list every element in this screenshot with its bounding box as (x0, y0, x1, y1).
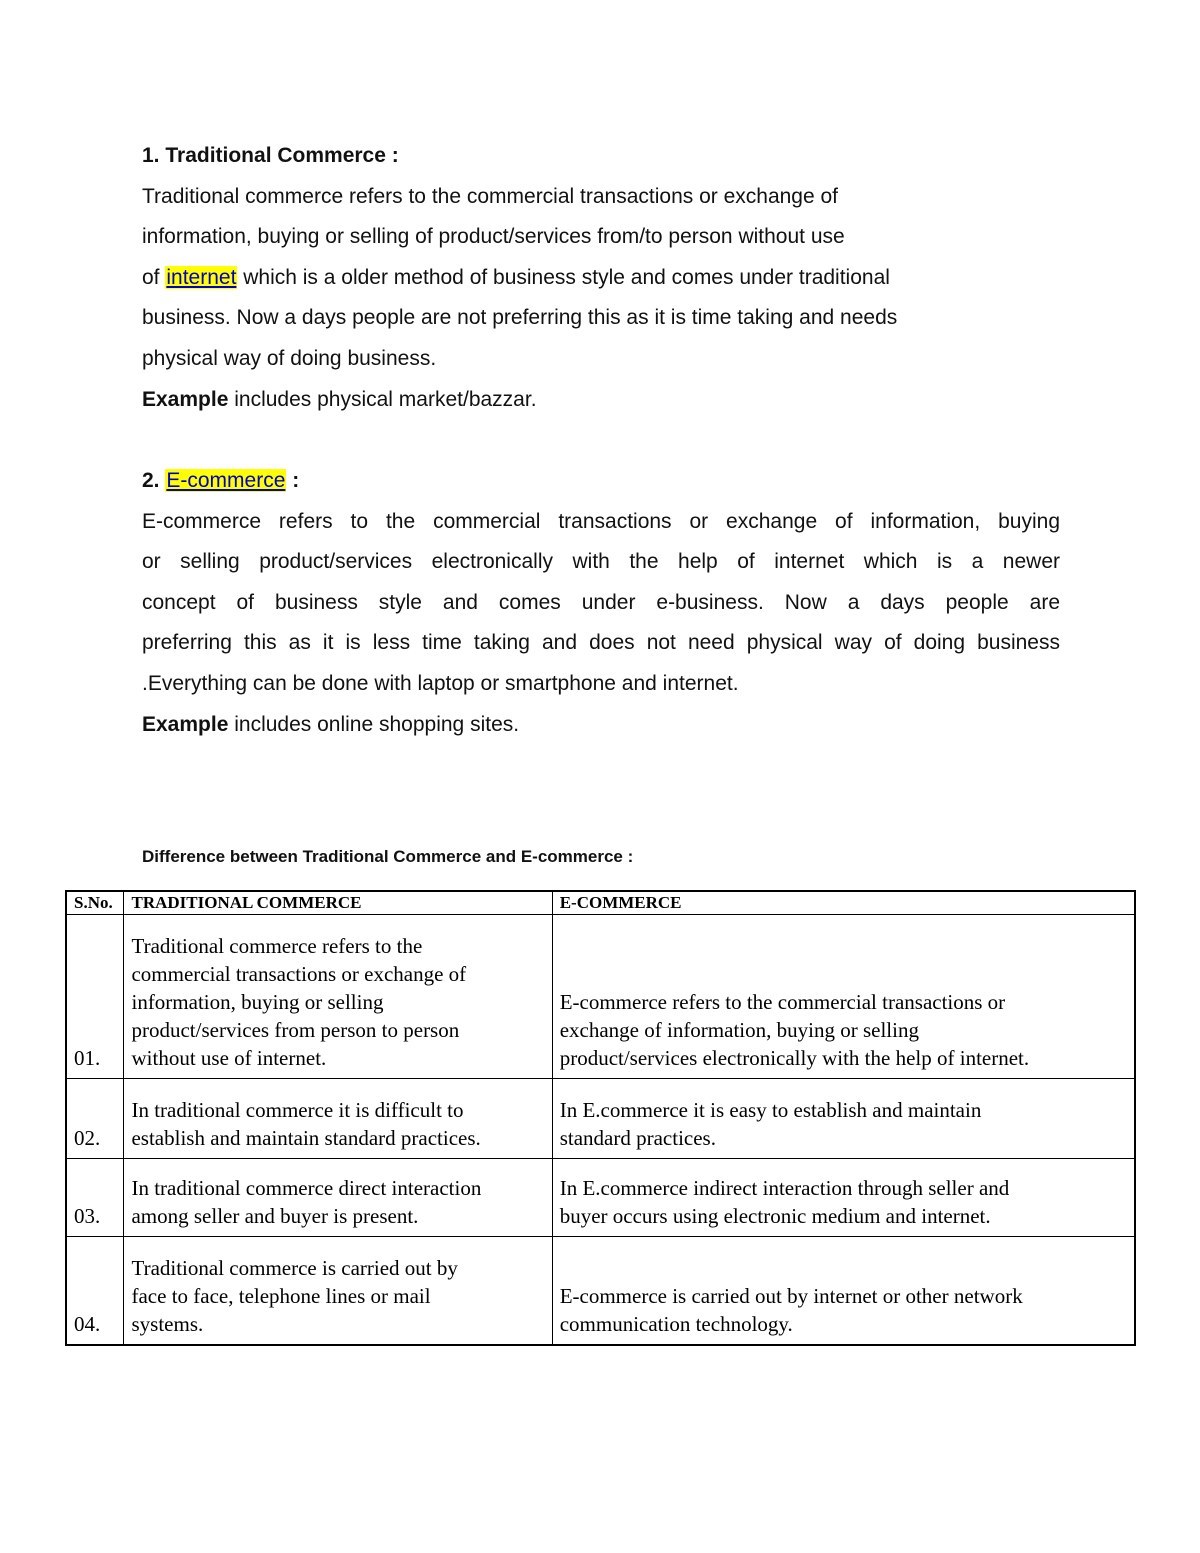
row-traditional-cell (124, 915, 552, 1079)
cell-line: In E.commerce indirect interaction through seller and (559, 1176, 1010, 1200)
cell-line: In E.commerce it is easy to establish and maintain (559, 1098, 982, 1122)
table-row (66, 1159, 1135, 1237)
cell-line: product/services electronically with the help of internet. (559, 1046, 1030, 1070)
cell-line: product/services from person to person (131, 1018, 460, 1042)
text-run: of (142, 265, 166, 289)
internet-link[interactable]: internet (166, 265, 237, 289)
example-label: Example (142, 387, 229, 411)
example-label: Example (142, 712, 229, 736)
header-ecommerce: E-COMMERCE (552, 891, 1135, 915)
header-traditional: TRADITIONAL COMMERCE (124, 891, 552, 915)
row-traditional-cell (124, 1159, 552, 1237)
paragraph-line: concept of business style and comes under e-business. Now a days people are (142, 590, 1060, 614)
paragraph-line (142, 258, 1060, 299)
cell-line: establish and maintain standard practices. (131, 1126, 481, 1150)
cell-line: information, buying or selling (131, 990, 384, 1014)
paragraph-line: business. Now a days people are not preferring this as it is time taking and needs (142, 306, 898, 330)
ecommerce-link[interactable]: E-commerce (166, 469, 286, 492)
paragraph-line: Traditional commerce refers to the commercial transactions or exchange of (142, 184, 839, 208)
paragraph-line: information, buying or selling of product/services from/to person without use (142, 225, 845, 249)
example-line (142, 705, 1060, 746)
row-ecommerce-cell (552, 1237, 1135, 1345)
paragraph-line: preferring this as it is less time taking and does not need physical way of doing business (142, 631, 1060, 655)
row-sno: 02. (66, 1079, 124, 1159)
cell-line: In traditional commerce it is difficult to (131, 1098, 464, 1122)
section-traditional-commerce (142, 136, 1060, 420)
cell-line: buyer occurs using electronic medium and internet. (559, 1204, 991, 1228)
row-sno: 04. (66, 1237, 124, 1345)
cell-line: communication technology. (559, 1311, 793, 1336)
cell-line: Traditional commerce is carried out by (131, 1255, 458, 1280)
cell-line: without use of internet. (131, 1046, 327, 1070)
example-line (142, 380, 1060, 421)
heading-number: 2. (142, 469, 166, 492)
row-sno: 03. (66, 1159, 124, 1237)
cell-line: commercial transactions or exchange of (131, 962, 467, 986)
table-header-row (66, 891, 1135, 915)
row-ecommerce-cell (552, 1159, 1135, 1237)
comparison-table (65, 890, 1136, 1346)
cell-line: E-commerce refers to the commercial transactions or (559, 990, 1006, 1014)
row-sno: 01. (66, 915, 124, 1079)
table-row (66, 1079, 1135, 1159)
cell-line: E-commerce is carried out by internet or other network (559, 1283, 1023, 1308)
cell-line: In traditional commerce direct interaction (131, 1176, 482, 1200)
heading-colon: : (286, 469, 300, 492)
row-ecommerce-cell (552, 1079, 1135, 1159)
row-ecommerce-cell (552, 915, 1135, 1079)
example-text: includes physical market/bazzar. (228, 387, 537, 411)
paragraph-line: .Everything can be done with laptop or smartphone and internet. (142, 671, 739, 695)
cell-line: systems. (131, 1311, 204, 1336)
row-traditional-cell (124, 1079, 552, 1159)
section-ecommerce (142, 461, 1060, 745)
table-row (66, 1237, 1135, 1345)
cell-line: face to face, telephone lines or mail (131, 1283, 431, 1308)
paragraph-line: physical way of doing business. (142, 346, 437, 370)
paragraph-line: E-commerce refers to the commercial transactions or exchange of information, buying (142, 509, 1060, 533)
cell-line: Traditional commerce refers to the (131, 934, 423, 958)
header-sno: S.No. (66, 891, 124, 915)
row-traditional-cell (124, 1237, 552, 1345)
text-run: which is a older method of business style and comes under traditional (237, 265, 890, 289)
table-row (66, 915, 1135, 1079)
cell-line: standard practices. (559, 1126, 716, 1150)
example-text: includes online shopping sites. (228, 712, 520, 736)
cell-line: among seller and buyer is present. (131, 1204, 419, 1228)
heading-traditional-commerce: 1. Traditional Commerce : (142, 144, 399, 167)
heading-ecommerce (142, 461, 1060, 502)
paragraph-line: or selling product/services electronically with the help of internet which is a newer (142, 550, 1060, 574)
table-caption: Difference between Traditional Commerce and E-commerce : (142, 847, 634, 866)
cell-line: exchange of information, buying or selling (559, 1018, 919, 1042)
